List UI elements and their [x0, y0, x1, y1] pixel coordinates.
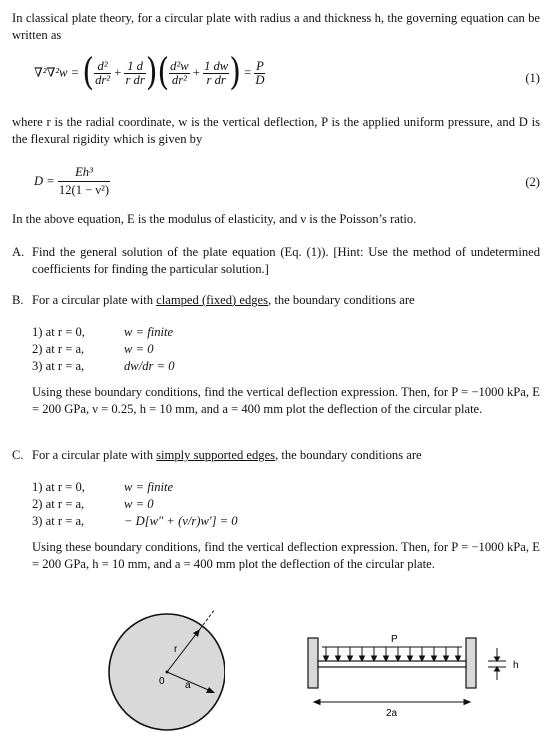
section-b-conditions [32, 324, 540, 375]
label-2a: 2a [386, 708, 398, 719]
eq1-frac-2: $\frac{1 d}{\text{r dr}}$ [125, 58, 145, 87]
circular-plate-figure [105, 606, 225, 736]
section-b-label: B. [12, 293, 24, 307]
section-c-task: Using these boundary conditions, find the vertical deflection expression. Then, for P = −1000 kPa, E = 200 GPa, h = 10 mm, and a = 400 mm plot the deflection of the circular plate. [32, 540, 540, 571]
condition-row: 1) at r = 0, w = finite [32, 480, 174, 494]
section-c-underlined: simply supported edges [156, 448, 276, 462]
eq1-lhs: ∇²∇²w = [34, 65, 80, 80]
label-o: 0 [159, 676, 165, 687]
plate-section [318, 661, 466, 667]
section-b-underlined: clamped (fixed) edges [156, 293, 269, 307]
eq2-lhs: D = [34, 174, 55, 188]
eq1-paren-close-1: ) [145, 50, 158, 95]
eq1-paren-close-2: ) [229, 50, 241, 95]
condition-row: 3) at r = a, − D[w″ + (ν/r)w′] = 0 [32, 514, 238, 528]
section-a [12, 244, 540, 278]
section-b-task: Using these boundary conditions, find the vertical deflection expression. Then, for P = −1000 kPa, E = 200 GPa, ν = 0.25, h = 10 mm, and a = 400 mm plot the deflection of the circular plate. [32, 385, 540, 416]
section-b-text: For a circular plate with clamped (fixed) edges, the boundary conditions are [32, 293, 415, 307]
where2-paragraph: In the above equation, E is the modulus of elasticity, and ν is the Poisson’s ratio. [12, 212, 417, 226]
thickness-dimension [488, 648, 506, 680]
equation-2 [12, 162, 540, 206]
eq1-equals: = [244, 65, 252, 80]
condition-row: 3) at r = a, dw/dr = 0 [32, 359, 175, 373]
eq1-paren-open-2: ( [157, 50, 170, 95]
section-c-text: For a circular plate with simply supported edges, the boundary conditions are [32, 448, 422, 462]
where1-paragraph: where r is the radial coordinate, w is the vertical deflection, P is the applied uniform pressure, and D is the flexural rigidity which is given by [12, 115, 540, 146]
eq1-plus-2: + [192, 65, 200, 80]
section-c [12, 447, 540, 573]
section-c-label: C. [12, 448, 24, 462]
eq1-frac-5: $\frac{P}{D}$ [255, 58, 265, 87]
intro-paragraph: In classical plate theory, for a circular plate with radius a and thickness h, the governing equation can be written as [12, 11, 540, 42]
eq1-frac-1: $\frac{\text{d²}}{\text{dr²}}$ [95, 58, 111, 87]
section-c-conditions [32, 479, 540, 530]
eq2-frac: $\frac{\text{Eh³}}{\text{12(1 − ν²)}}$ [58, 165, 110, 197]
load-arrows [324, 647, 461, 661]
section-b [12, 292, 540, 418]
eq1-frac-3: $\frac{\text{d²w}}{\text{dr²}}$ [170, 58, 189, 87]
label-a: a [185, 680, 191, 691]
section-a-label: A. [12, 245, 25, 259]
eq1-paren-open-1: ( [82, 50, 95, 95]
label-h: h [513, 660, 519, 671]
condition-row: 2) at r = a, w = 0 [32, 342, 154, 356]
label-r: r [174, 644, 178, 655]
eq1-number: (1) [525, 71, 540, 85]
right-support [466, 638, 476, 688]
eq2-number: (2) [525, 175, 540, 189]
span-dimension [314, 700, 470, 705]
condition-row: 1) at r = 0, w = finite [32, 325, 174, 339]
equation-1 [12, 50, 540, 100]
left-support [308, 638, 318, 688]
eq1-plus-1: + [114, 65, 122, 80]
condition-row: 2) at r = a, w = 0 [32, 497, 154, 511]
plate-cross-section-figure [300, 634, 530, 724]
eq1-frac-4: $\frac{1 dw}{\text{r dr}}$ [204, 58, 229, 87]
section-a-text: Find the general solution of the plate equation (Eq. (1)). [Hint: Use the method of undetermined coefficients for finding the particular solution.] [32, 245, 540, 276]
label-p: P [391, 634, 398, 645]
